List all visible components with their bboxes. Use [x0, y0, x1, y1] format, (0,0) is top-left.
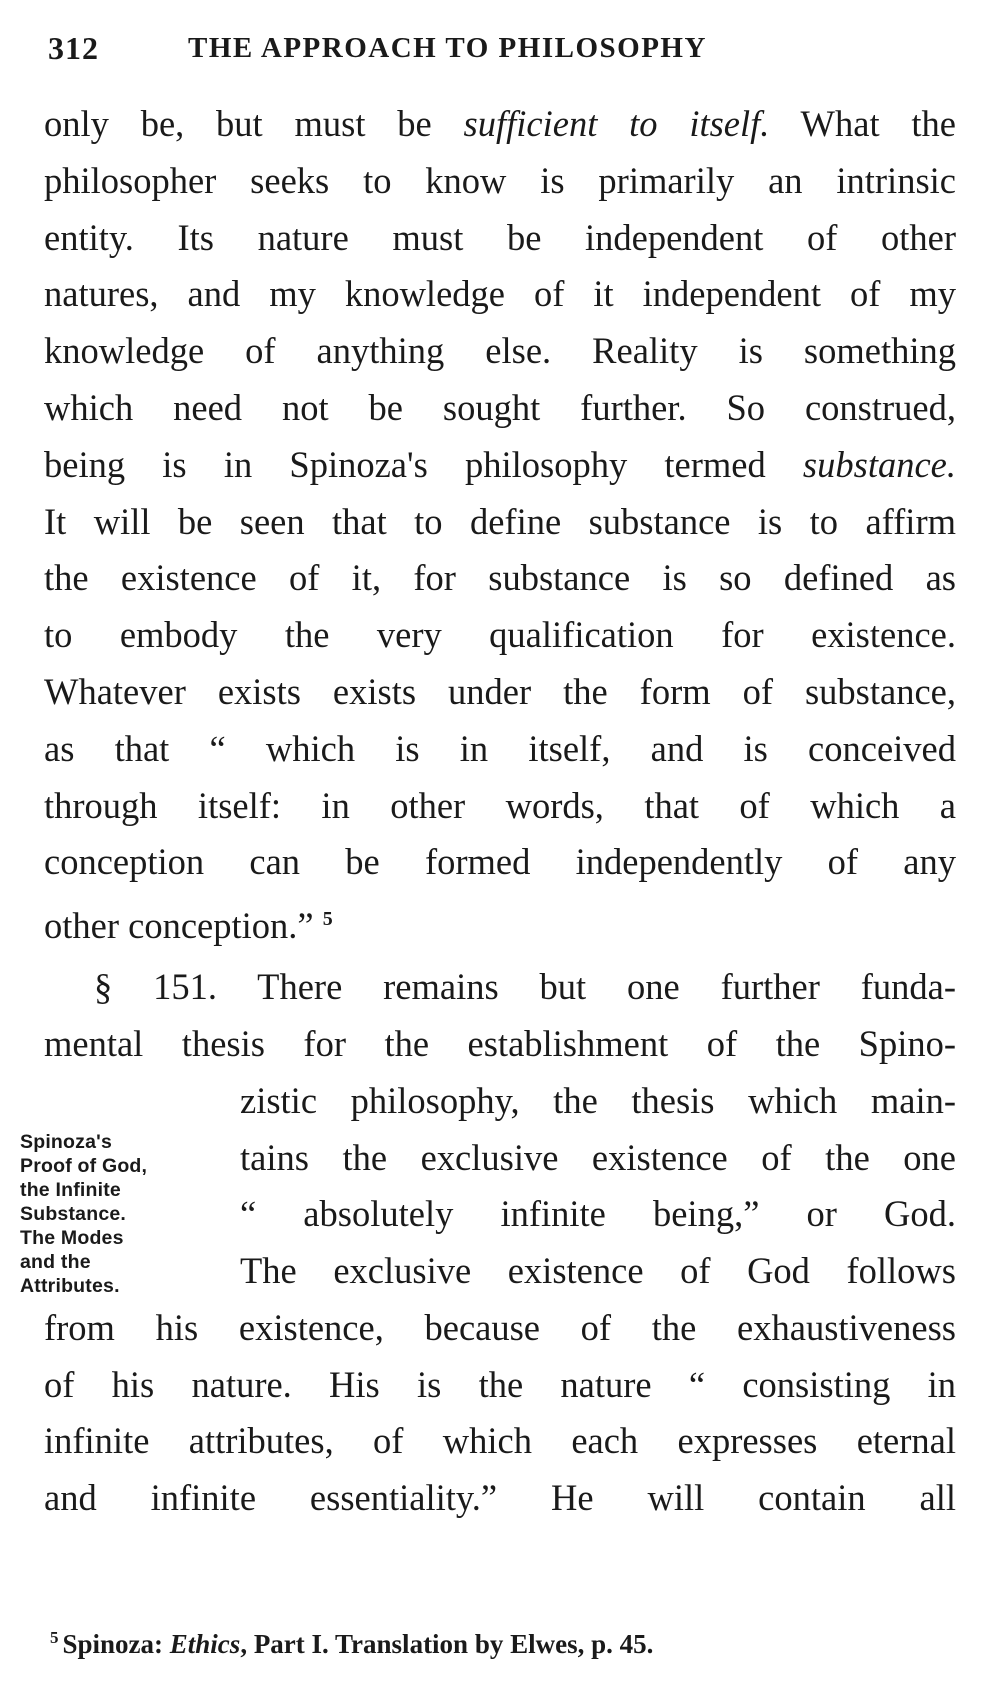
text-line: other conception.” $^5$ — [44, 905, 333, 947]
text-line: “ absolutely infinite being,” or God. — [240, 1193, 956, 1235]
body-text — [44, 96, 956, 1527]
text-line: zistic philosophy, the thesis which main- — [240, 1079, 956, 1121]
text-line: tains the exclusive existence of the one — [240, 1136, 956, 1178]
paragraph-1 — [44, 96, 956, 955]
footnote-work-title: Ethics — [169, 1629, 241, 1659]
footnote — [50, 1628, 950, 1660]
sidenote-line: The Modes — [20, 1227, 124, 1249]
text-line: mental thesis for the establishment of the Spino- — [44, 1022, 956, 1064]
text-line: from his existence, because of the exhaustiveness — [44, 1306, 956, 1348]
text-line: It will be seen that to define substance is to affirm — [44, 500, 956, 542]
text-line: which need not be sought further. So construed, — [44, 386, 956, 428]
sidenote-line: Substance. — [20, 1203, 127, 1225]
page-number: 312 — [48, 30, 99, 66]
sidenote-line: Attributes. — [20, 1275, 120, 1297]
footnote-reference[interactable]: 5 — [322, 908, 333, 931]
text-line: natures, and my knowledge of it independent of my — [44, 273, 956, 315]
text-line: Whatever exists exists under the form of substance, — [44, 670, 956, 712]
footnote-citation: , Part I. Translation by Elwes, p. 45. — [240, 1629, 654, 1659]
text-line: the existence of it, for substance is so defined as — [44, 557, 956, 599]
text-line: being is in Spinoza's philosophy termed substance. — [44, 443, 956, 485]
footnote-marker: 5 — [50, 1628, 59, 1647]
text-line: knowledge of anything else. Reality is something — [44, 330, 956, 372]
section-opening-line: § 151. There remains but one further funda- — [94, 966, 956, 1008]
emphasis: sufficient to itself. — [463, 103, 770, 144]
marginal-sidenote — [20, 1130, 195, 1298]
text-line: through itself: in other words, that of which a — [44, 784, 956, 826]
footnote-author: Spinoza: — [62, 1629, 170, 1659]
sidenote-line: and the — [20, 1251, 91, 1273]
text-line: philosopher seeks to know is primarily an intrinsic — [44, 159, 956, 201]
text-line: conception can be formed independently of any — [44, 841, 956, 883]
emphasis: substance. — [802, 443, 956, 485]
text-line: The exclusive existence of God follows — [240, 1250, 956, 1292]
text-line: as that “ which is in itself, and is conceived — [44, 727, 956, 769]
text-line: infinite attributes, of which each expresses eternal — [44, 1420, 956, 1462]
text-line: only be, but must be sufficient to itself. What the — [44, 103, 956, 144]
text-line: and infinite essentiality.” He will contain all — [44, 1477, 956, 1519]
sidenote-line: Proof of God, — [20, 1155, 148, 1177]
running-title: THE APPROACH TO PHILOSOPHY — [188, 32, 707, 64]
running-head — [48, 30, 948, 80]
sidenote-line: the Infinite — [20, 1179, 121, 1201]
sidenote-line: Spinoza's — [20, 1131, 113, 1153]
text-line: entity. Its nature must be independent of other — [44, 216, 956, 258]
text-line: of his nature. His is the nature “ consisting in — [44, 1363, 956, 1405]
text-line: to embody the very qualification for existence. — [44, 614, 956, 656]
